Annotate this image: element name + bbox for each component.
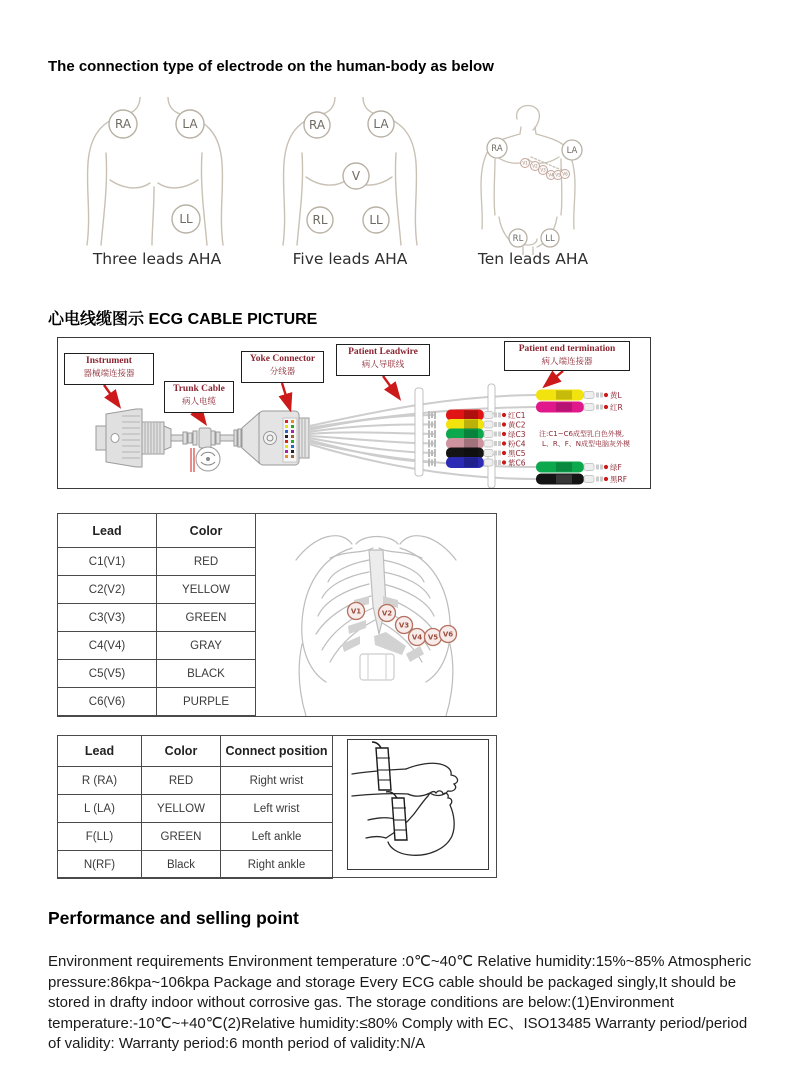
lead-label-la: LA [373,117,389,131]
table-row [58,576,256,604]
col-header-color: Color [142,736,221,767]
limb-lead-table [57,735,333,879]
lead-label-ll: LL [369,213,383,227]
tag-l: 黄L [610,391,622,400]
v3-label: V3 [398,621,410,630]
callout-leadwire-zh: 病人导联线 [361,358,405,369]
cell-color: GRAY [157,632,256,660]
caption-ten-leads: Ten leads AHA [477,250,589,268]
table-header-row [58,736,333,767]
callout-termination-en: Patient end termination [518,344,616,354]
lead-label-rl: RL [512,234,524,244]
v4-label: V4 [411,633,423,642]
tag-c2: 黄C2 [508,420,526,430]
table-row [58,795,333,823]
cell-lead: C4(V4) [58,632,157,660]
chest-label-v4: V4 [548,172,554,178]
tag-r: 红R [610,403,623,412]
cell-color: YELLOW [157,576,256,604]
figure-ten-leads [465,97,615,255]
table-row [58,660,256,688]
tag-f: 绿F [610,463,622,472]
ecg-cable-heading: 心电线缆图示 ECG CABLE PICTURE [48,311,318,328]
figure-five-leads [280,97,435,249]
table-row [58,851,333,879]
v2-label: V2 [381,609,393,618]
performance-heading: Performance and selling point [48,908,299,928]
lead-label-ll: LL [545,234,555,244]
cell-position: Left wrist [221,795,333,823]
performance-paragraph: Environment requirements Environment temperature :0℃~40℃ Relative humidity:15%~85% Atmospheric pressure:86kpa~106kpa Package and storage Every ECG cable should be packaged singly,It should be stored in drafty indoor without corrosive gas. The storage conditions are below:(1)Environment temperature:-10℃~+40℃(2)Relative humidity:≤80% Comply with EC、ISO13485 Warranty period/period of validity: Warranty period:6 month period of validity:N/A [48,953,752,1053]
lead-label-ra: RA [114,117,132,131]
lead-label-ll: LL [179,212,193,226]
lead-label-la: LA [182,117,198,131]
callout-yoke-zh: 分线器 [269,365,296,376]
table-row [58,548,256,576]
cell-lead: C3(V3) [58,604,157,632]
chest-lead-table [57,513,256,716]
callout-trunk-en: Trunk Cable [173,384,225,394]
cell-lead: F(LL) [58,823,142,851]
callout-yoke-en: Yoke Connector [249,354,316,364]
cell-color: RED [157,548,256,576]
limb-lead-clips-bottom [536,462,608,485]
cable-diagram [57,337,651,489]
table-row [58,823,333,851]
clamp-figure [348,740,487,868]
v1-label: V1 [350,607,362,616]
v6-label: V6 [442,630,454,639]
caption-three-leads: Three leads AHA [92,250,222,268]
cable-note-line1: 注:C1~C6成型乳白色外模, [539,430,625,438]
cable-note-line2: L、R、F、N成型电脑灰外模 [542,440,631,448]
col-header-lead: Lead [58,514,157,548]
callout-instrument-zh: 器械端连接器 [83,367,135,378]
chest-label-v5: V5 [555,172,561,178]
cell-color: PURPLE [157,688,256,716]
table-row [58,767,333,795]
cell-position: Right ankle [221,851,333,879]
cell-position: Right wrist [221,767,333,795]
yoke-connector [242,411,309,465]
tag-rf: 黑RF [610,475,628,484]
col-header-color: Color [157,514,256,548]
chest-label-v3: V3 [540,167,546,173]
callout-leadwire-en: Patient Leadwire [348,347,418,357]
callout-termination-zh: 病人端连接器 [541,355,593,366]
tag-c5: 黑C5 [508,449,526,458]
caption-five-leads: Five leads AHA [292,250,408,268]
table-row [58,688,256,716]
lead-label-rl: RL [312,213,328,227]
v5-label: V5 [427,633,439,642]
chest-lead-table-box [57,513,497,717]
cell-lead: C1(V1) [58,548,157,576]
callout-patient-leadwire [336,344,430,376]
cell-lead: C6(V6) [58,688,157,716]
cell-lead: R (RA) [58,767,142,795]
figure-three-leads [80,97,305,249]
yoke-pin-grid [283,418,297,462]
callout-trunk-cable [164,381,234,413]
lead-label-v: V [351,169,361,183]
chest-label-v6: V6 [562,171,568,177]
cell-color: GREEN [142,823,221,851]
callout-patient-end-termination [504,341,630,371]
col-header-connect-position: Connect position [221,736,333,767]
tag-c1: 红C1 [508,411,526,420]
table-header-row [58,514,256,548]
callout-instrument [64,353,154,385]
cell-lead: L (LA) [58,795,142,823]
cell-position: Left ankle [221,823,333,851]
cell-lead: N(RF) [58,851,142,879]
tag-c6: 紫C6 [508,458,526,468]
callout-trunk-zh: 病人电缆 [181,395,216,406]
cell-lead: C2(V2) [58,576,157,604]
tag-c3: 绿C3 [508,430,526,439]
cell-color: YELLOW [142,795,221,823]
col-header-lead: Lead [58,736,142,767]
limb-lead-clips-top [536,390,608,413]
page-title: The connection type of electrode on the human-body as below [48,58,494,75]
table-row [58,604,256,632]
clamp-figure-box [347,739,489,870]
rib-cage-figure [256,514,496,716]
callout-instrument-en: Instrument [86,356,132,366]
table-row [58,632,256,660]
lead-label-la: LA [566,146,578,156]
cell-lead: C5(V5) [58,660,157,688]
lead-label-ra: RA [491,144,503,154]
callout-yoke-connector [241,351,324,383]
chest-label-v2: V2 [532,163,538,169]
tag-c4: 粉C4 [508,439,526,449]
ankle-clamp-icon [386,792,407,840]
lead-label-ra: RA [308,118,326,132]
cell-color: RED [142,767,221,795]
limb-lead-table-box [57,735,497,878]
cell-color: GREEN [157,604,256,632]
cell-color: Black [142,851,221,879]
wrist-clamp-icon [372,742,391,790]
cell-color: BLACK [157,660,256,688]
logo-badge-icon [191,447,220,472]
chest-label-v1: V1 [522,160,528,166]
